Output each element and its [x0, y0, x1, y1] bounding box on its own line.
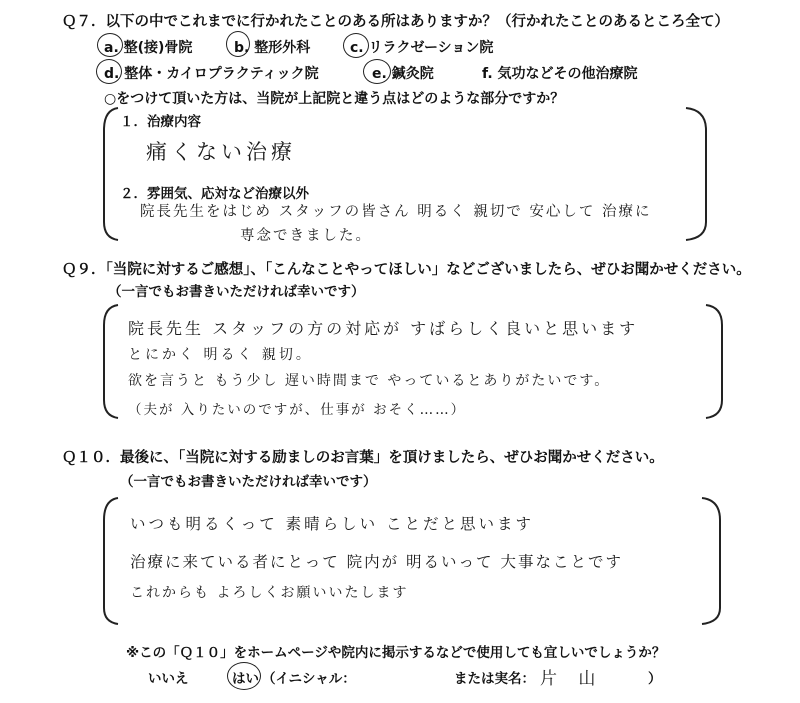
q7-sub2-answer-line-2: 専念できました。	[240, 228, 372, 244]
q9-answer-line-3: 欲を言うと もう少し 遅い時間まで やっているとありがたいです。	[128, 373, 611, 389]
q7-sub2-label: ２．雰囲気、応対など治療以外	[120, 186, 309, 202]
q10-answer-line-2: 治療に来ている者にとって 院内が 明るいって 大事なことです	[130, 553, 623, 571]
consent-initial-label: （イニシャル：	[262, 671, 356, 687]
option-label: 整体・カイロプラクティック院	[124, 66, 319, 82]
consent-no-option[interactable]: いいえ	[148, 671, 189, 687]
q7-sub1-answer: 痛くない治療	[146, 140, 296, 164]
q9-answer-line-4: （夫が 入りたいのですが、仕事が おそく……）	[128, 402, 467, 418]
consent-realname-label: または実名：	[454, 671, 535, 687]
option-label: 鍼灸院	[391, 66, 434, 82]
q7-sub1-label: １．治療内容	[120, 114, 201, 130]
q9-answer-line-1: 院長先生 スタッフの方の対応が すばらしく良いと思います	[128, 319, 639, 338]
q7-title: Ｑ７．以下の中でこれまでに行かれたことのある所はありますか？（行かれたことのあるところ全て）	[62, 14, 729, 30]
option-label: 気功などその他治療院	[497, 66, 638, 82]
option-key: f.	[482, 66, 493, 82]
q10-note: （一言でもお書きいただければ幸いです）	[120, 474, 377, 490]
option-label: リラクゼーション院	[368, 40, 494, 56]
option-key: e.	[372, 66, 387, 82]
consent-close-paren: ）	[648, 671, 662, 687]
q10-answer-line-1: いつも明るくって 素晴らしい ことだと思います	[130, 515, 535, 533]
consent-yes-option[interactable]: はい	[232, 671, 259, 687]
q9-title: Ｑ９．「当院に対するご感想」、「こんなことやってほしい」などございましたら、ぜひお聞かせください。	[62, 262, 751, 278]
q7-sub2-answer-line-1: 院長先生をはじめ スタッフの皆さん 明るく 親切で 安心して 治療に	[140, 204, 652, 220]
consent-question: ※この「Ｑ１０」をホームページや院内に掲示するなどで使用しても宜しいでしょうか？	[126, 645, 666, 661]
q9-answer-line-2: とにかく 明るく 親切。	[128, 347, 313, 363]
q7-followup: ○をつけて頂いた方は、当院が上記院と違う点はどのような部分ですか？	[104, 91, 565, 107]
circle-mark	[227, 662, 261, 690]
option-key: c.	[350, 40, 364, 56]
option-key: a.	[104, 40, 119, 56]
option-key: b.	[234, 40, 250, 56]
option-label: 整(接)骨院	[123, 40, 193, 56]
option-label: 整形外科	[254, 40, 311, 56]
q9-note: （一言でもお書きいただければ幸いです）	[108, 284, 365, 300]
consent-realname-value: 片 山	[540, 669, 604, 689]
q10-answer-line-3: これからも よろしくお願いいたします	[130, 585, 409, 601]
q10-title: Ｑ１０．最後に、「当院に対する励ましのお言葉」を頂けましたら、ぜひお聞かせください。	[62, 450, 664, 466]
option-key: d.	[104, 66, 120, 82]
